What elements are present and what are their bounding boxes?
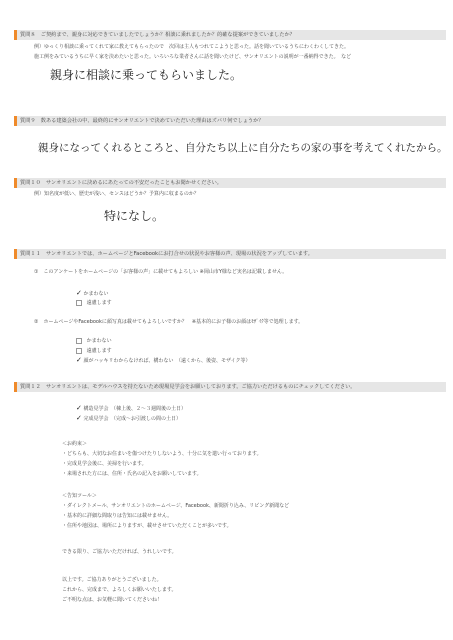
- q9-header: [14, 116, 446, 126]
- q11-sub2-opt3[interactable]: [76, 356, 251, 365]
- q8-header: [14, 30, 446, 40]
- q10-title: 質問１０ サンオリエントに決めるにあたっての不安だったこともお聞かせください。: [20, 180, 222, 186]
- q11-sub1-opt2-label: 遠慮します: [86, 300, 112, 306]
- tool-item-1: ・ダイレクトメール、サンオリエントのホームページ、Facebook、新聞折り込み、リビング新聞など: [62, 503, 290, 509]
- q12-opt2-label: 完成見学会 （完成～お引渡しの間の土日）: [83, 416, 181, 422]
- q8-example1: 例）ゆっくり相談に乗ってくれて家に教えてもらったので 次回は主人もつれてこようと思った。話を聞いているうちにわくわくしてきた。: [34, 44, 349, 50]
- q12-opt1[interactable]: [76, 404, 186, 413]
- tool-item-2: ・基本的に詳細な間取りは告知には載せません。: [62, 513, 173, 519]
- q9-title: 質問９ 数ある建築会社の中、最終的にサンオリエントで決めていただいた理由はズバリ何でしょうか？: [20, 118, 264, 124]
- checkbox-icon: [76, 300, 82, 306]
- check-mark-icon: ✓: [76, 356, 82, 364]
- q9-accent: [14, 116, 17, 126]
- checkbox-icon: [76, 338, 82, 344]
- q11-sub2-opt1[interactable]: [76, 337, 112, 345]
- q11-sub2: ② ホームページやFacebookに顔写真は載せてもよろしいですか？ ※基本的にお子様のお顔はﾓｻﾞｲｸ等で処理します。: [34, 319, 304, 325]
- tools-heading: ＜告知ツール＞: [62, 493, 97, 499]
- promise-item-2: ・完成見学会後に、美掃を行います。: [62, 461, 147, 467]
- q9-answer: 親身になってくれるところと、自分たち以上に自分たちの家の事を考えてくれたから。: [38, 142, 448, 154]
- promise-heading: ＜お約束＞: [62, 441, 88, 447]
- q11-title: 質問１１ サンオリエントでは、ホームページとFacebookにお打合せの状況やお客様の声、現場の状況をアップしています。: [20, 251, 313, 257]
- q10-answer: 特になし。: [104, 209, 165, 223]
- q8-accent: [14, 30, 17, 40]
- q8-answer: 親身に相談に乗ってもらいました。: [50, 68, 243, 82]
- closing-line-2: これから、完成まで、よろしくお願いいたします。: [62, 587, 177, 593]
- request-text: できる限り、ご協力いただければ、うれしいです。: [62, 549, 177, 555]
- q8-title: 質問８ ご契約まで、親身に対応できていましたでしょうか？相談に乗れましたか？的確な提案ができていましたか？: [20, 32, 295, 38]
- q8-example2: 施工例をみているうちに早く家を決めたいと思った。いろいろな業者さんに話を聞いたけど、サンオリエントの説明が一番納得できた。 など: [34, 54, 352, 60]
- q11-header: [14, 249, 446, 259]
- promise-item-3: ・来場された方には、住所・氏名の記入をお願いしています。: [62, 471, 202, 477]
- check-mark-icon: ✓: [76, 414, 82, 422]
- q11-sub2-opt2[interactable]: [76, 347, 112, 355]
- q11-sub1-opt2[interactable]: [76, 299, 112, 307]
- check-mark-icon: ✓: [76, 289, 82, 297]
- q10-example: 例）知名度が低い、歴史が浅い、センスはどうか？予算内に収まるのか？: [34, 191, 199, 197]
- checkbox-icon: [76, 348, 82, 354]
- q11-sub1: ① このアンケートをホームページの「お客様の声」に載せてもよろしい ※岡山市Y様など実名は記載しません。: [34, 269, 288, 275]
- q12-title: 質問１２ サンオリエントは、モデルハウスを持たないため現場見学会をお願いしております。ご協力いただけるものにチェックしてください。: [20, 384, 356, 390]
- q11-sub2-opt2-label: 遠慮します: [86, 348, 112, 354]
- closing-line-1: 以上です。ご協力ありがとうございました。: [62, 577, 162, 583]
- q12-header: [14, 382, 446, 392]
- closing-line-3: ご不明な点は、お気軽に聞いてくださいね！: [62, 597, 163, 603]
- q11-accent: [14, 249, 17, 259]
- q10-header: [14, 178, 446, 188]
- q12-accent: [14, 382, 17, 392]
- q11-sub1-opt1[interactable]: [76, 289, 108, 298]
- q12-opt2[interactable]: [76, 414, 181, 423]
- q10-accent: [14, 178, 17, 188]
- q11-sub1-opt1-label: かまわない: [83, 291, 109, 297]
- q12-opt1-label: 構造見学会 （棟上後、２～３週間後の土日）: [83, 406, 186, 412]
- tool-item-3: ・住所や地図は、場所によりますが、載せさせていただくことが多いです。: [62, 523, 232, 529]
- check-mark-icon: ✓: [76, 404, 82, 412]
- q11-sub2-opt1-label: かまわない: [86, 338, 112, 344]
- promise-item-1: ・どちらも、大切なお住まいを傷つけたりしないよう、十分に気を遣い行っております。: [62, 451, 262, 457]
- q11-sub2-opt3-label: 顔がハッキリわからなければ、構わない （遠くから、後姿、モザイク等）: [83, 358, 251, 364]
